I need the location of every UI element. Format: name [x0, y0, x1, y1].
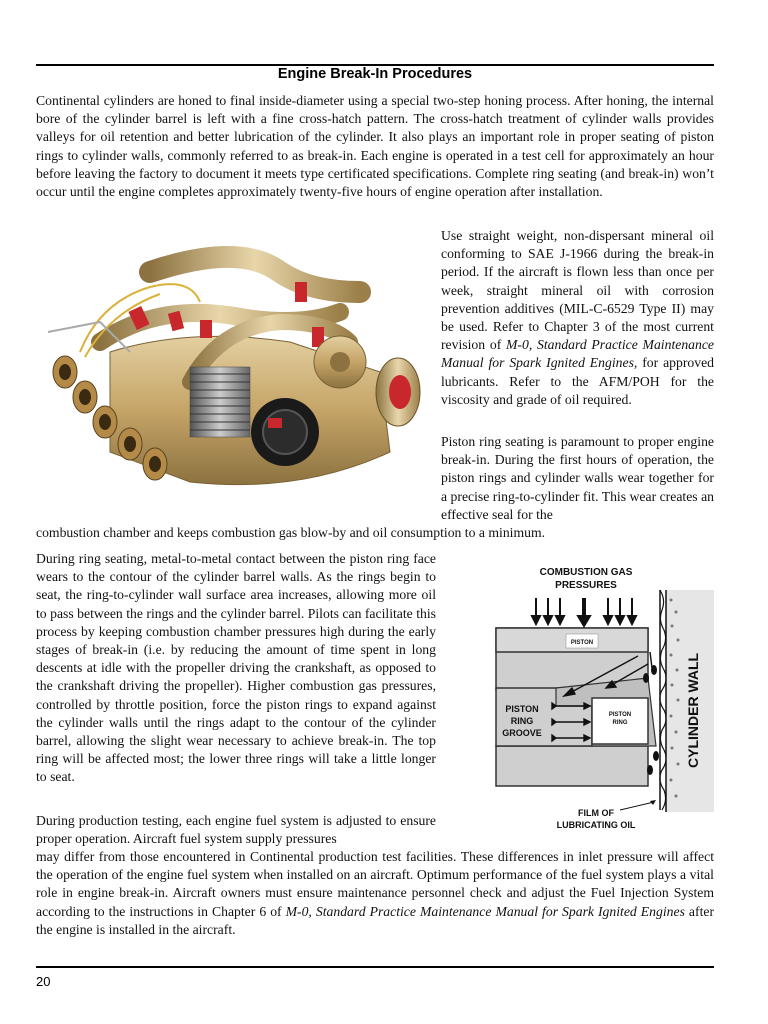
oil-film-label-line1: FILM OF	[578, 808, 614, 818]
groove-label-line1: PISTON	[505, 704, 539, 714]
pressure-arrows	[532, 598, 636, 626]
engine-photo	[40, 232, 425, 502]
fuel-text: may differ from those encountered in Continental production test facilities. These differences in inlet pressure will affect the operation of the engine fuel system when installed on an aircraft. Optimum performance of the fuel system plays a vital role in engine break-in. Aircraft owners must ensure maintenance personnel check and adjust the Fuel Injection System according to the instructions in Chapter 6 of	[36, 849, 714, 919]
paragraph-seating: Piston ring seating is paramount to proper engine break-in. During the first hours of operation, the piston rings and cylinder walls wear together for a precise ring-to-cylinder fit. This wear creates an effective seal for the	[441, 434, 714, 522]
oil-text: Use straight weight, non-dispersant mineral oil conforming to SAE J-1966 during the break-in period. If the aircraft is flown less than once per week, straight mineral oil with corrosion prevention additives (MIL-C-6529 Type II) may be used. Refer to Chapter 3 of the most current revision of	[441, 228, 714, 353]
paragraph-fuel-system-continued	[36, 848, 714, 939]
bottom-rule	[36, 966, 714, 968]
page-title: Engine Break-In Procedures	[277, 66, 473, 82]
piston-ring-diagram	[488, 560, 718, 832]
pressure-label-line1: COMBUSTION GAS	[539, 567, 633, 578]
paragraph-seating-continued: combustion chamber and keeps combustion gas blow-by and oil consumption to a minimum.	[36, 525, 546, 540]
paragraph-honing: Continental cylinders are honed to final inside-diameter using a special two-step honing process. After honing, the internal bore of the cylinder barrel is left with a fine cross-hatch pattern. The cross-hatch treatment of cylinder walls provides valleys for oil retention and better lubrication of the cylinder. It also plays an important role in proper seating of piston rings to cylinder walls, commonly referred to as break-in. Each engine is operated in a test cell for approximately an hour before leaving the factory to document it meets type certificated specifications. Complete ring seating (and break-in) won’t occur until the engine completes approximately twenty-five hours of engine operation after installation.	[36, 93, 714, 200]
groove-label-line2: RING	[510, 716, 534, 726]
piston-ring-label-line2: RING	[612, 720, 628, 726]
fuel-manual-reference: M-0, Standard Practice Maintenance Manual for Spark Ignited Engines	[285, 903, 685, 919]
manual-reference: M-0, Standard Practice Maintenance Manual for Spark Ignited Engines,	[441, 337, 714, 371]
paragraph-oil	[441, 227, 714, 409]
oil-text-end: for approved lubricants. Refer to the AFM/POH for the viscosity and grade of oil required.	[441, 355, 714, 407]
cylinder-wall-label: CYLINDER WALL	[685, 652, 701, 768]
piston-ring-label-line1: PISTON	[608, 712, 632, 718]
page-number: 20	[36, 974, 51, 989]
pressure-label-line2: PRESSURES	[555, 580, 617, 591]
piston-label: PISTON	[570, 640, 594, 646]
oil-film-label-line2: LUBRICATING OIL	[556, 820, 636, 830]
groove-label-line3: GROOVE	[502, 728, 542, 738]
fuel-text-end: after the engine is installed in the aircraft.	[36, 903, 714, 937]
paragraph-ring-seating: During ring seating, metal-to-metal contact between the piston ring face wears to the contour of the cylinder barrel walls. As the rings begin to seat, the ring-to-cylinder wall surface area increases, allowing more oil to pass between the rings and the cylinder barrel. Pilots can facilitate this process by keeping combustion chamber pressures high during the early stages of break-in (i.e. by reducing the amount of time spent in long descents at idle with the propeller driving the crankshaft, as opposed to the crankshaft driving the propeller). Higher combustion gas pressures, controlled by throttle position, force the piston rings to expand against the cylinder walls until the rings adapt to the contour of the cylinder barrel, allowing the slight wear necessary to achieve break-in. The top ring will be affected most; the lower three rings will take a little longer to seat.	[36, 551, 436, 785]
paragraph-fuel-system: During production testing, each engine fuel system is adjusted to ensure proper operation. Aircraft fuel system supply pressures	[36, 813, 436, 847]
